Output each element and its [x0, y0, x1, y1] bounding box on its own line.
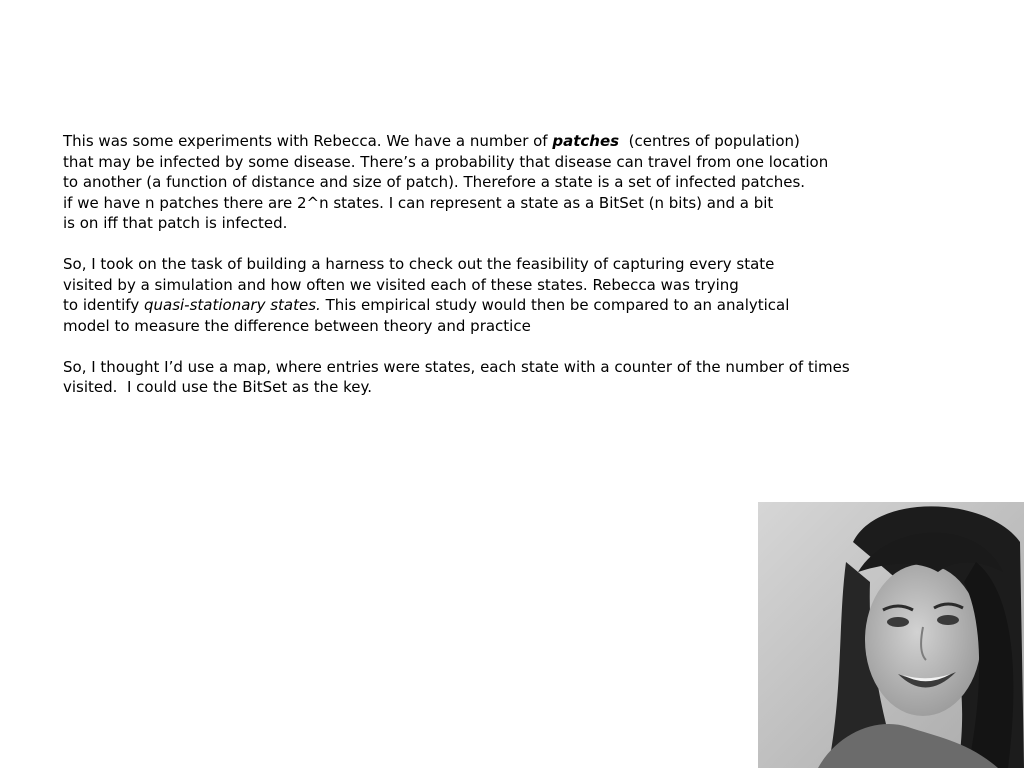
- emphasized-term-patches: patches: [552, 132, 620, 150]
- paragraph-patches-intro: [63, 131, 963, 234]
- portrait-illustration: [758, 502, 1024, 768]
- text-line: model to measure the difference between theory and practice: [63, 316, 531, 335]
- text-line: visited by a simulation and how often we visited each of these states. Rebecca was trying: [63, 275, 739, 294]
- text-line: is on iff that patch is infected.: [63, 214, 288, 232]
- paragraph-map-idea: [63, 357, 963, 398]
- text-line: [63, 295, 963, 316]
- text-line: [63, 131, 963, 152]
- paragraph-harness-task: [63, 254, 963, 336]
- emphasized-term-quasi-stationary: quasi-stationary states.: [143, 296, 321, 314]
- text-run: This was some experiments with Rebecca. We have a number of: [63, 132, 553, 150]
- text-line: to another (a function of distance and size of patch). Therefore a state is a set of infected patches.: [63, 173, 806, 191]
- text-line: So, I thought I’d use a map, where entries were states, each state with a counter of the number of times: [63, 357, 850, 376]
- text-line: visited. I could use the BitSet as the key.: [63, 378, 373, 396]
- text-line: that may be infected by some disease. There’s a probability that disease can travel from one location: [63, 152, 829, 171]
- text-run: (centres of population): [619, 132, 800, 150]
- text-line: So, I took on the task of building a harness to check out the feasibility of capturing every state: [63, 255, 775, 273]
- portrait-photo: [758, 502, 1024, 768]
- text-line: if we have n patches there are 2^n states. I can represent a state as a BitSet (n bits) and a bit: [63, 193, 774, 212]
- text-run: This empirical study would then be compared to an analytical: [320, 296, 790, 314]
- slide-body-text: [63, 131, 963, 418]
- text-run: to identify: [63, 296, 144, 314]
